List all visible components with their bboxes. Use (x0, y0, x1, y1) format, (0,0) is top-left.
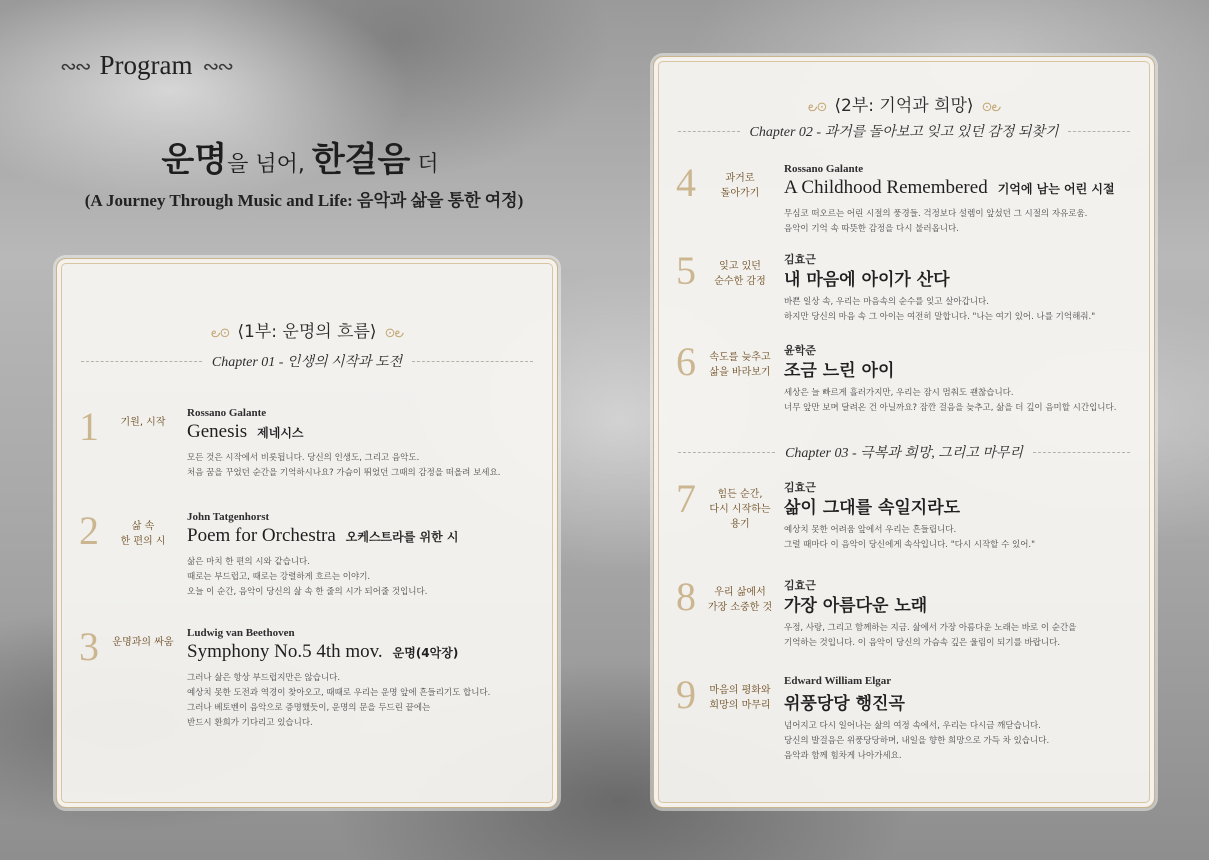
item-tag: 기원, 시작 (120, 417, 166, 428)
chapter-02-heading (654, 121, 1154, 141)
item-tag: 힘든 순간, 다시 시작하는 용기 (709, 489, 771, 530)
item-title-ko: 운명(4악장) (392, 646, 459, 660)
item-tag: 삶 속 한 편의 시 (120, 521, 166, 547)
item-tag: 마음의 평화와 희망의 마무리 (709, 685, 771, 711)
divider (81, 361, 202, 362)
item-description: 그러나 삶은 항상 부드럽지만은 않습니다. 예상치 못한 도전과 역경이 찾아오고, 때때로 우리는 운명 앞에 흔들리기도 합니다. 그러나 베토벤이 음악으로 증명했듯이, 운명의 문을 두드린 끝에는 반드시 환희가 기다리고 있습니다. (187, 673, 491, 728)
item-description: 우정, 사랑, 그리고 함께하는 지금. 삶에서 가장 아름다운 노래는 바로 이 순간을 기억하는 것입니다. 이 음악이 당신의 가슴속 깊은 울림이 되기를 바랍니다. (784, 623, 1077, 648)
item-description: 삶은 마치 한 편의 시와 같습니다. 때로는 부드럽고, 때로는 강렬하게 흐르는 이야기. 오늘 이 순간, 음악이 당신의 삶 속 한 줄의 시가 되어줄 것입니다. (187, 557, 428, 597)
ornament-right-icon: ⊙౿ (384, 326, 404, 341)
item-title-text: Symphony No.5 4th mov. (187, 641, 383, 662)
divider (1033, 452, 1130, 453)
item-title-text: A Childhood Remembered (784, 177, 988, 198)
part2-title-text: ⟨2부: 기억과 희망⟩ (834, 96, 974, 116)
title-part-fate: 운명 (161, 140, 228, 180)
program-item-9 (654, 672, 1154, 785)
item-number: 1 (79, 404, 99, 449)
program-item-2 (57, 508, 557, 621)
chapter-03-heading (654, 442, 1154, 462)
item-description: 모든 것은 시작에서 비롯됩니다. 당신의 인생도, 그리고 음악도. 처음 꿈을 꾸었던 순간을 기억하시나요? 가슴이 뛰었던 그때의 감정을 떠올려 보세요. (187, 453, 501, 478)
divider (678, 131, 740, 132)
item-title (187, 525, 458, 547)
chapter-01-heading (57, 351, 557, 371)
item-title: 내 마음에 아이가 산다 (784, 270, 950, 290)
item-title-ko: 제네시스 (257, 426, 304, 440)
item-number: 6 (676, 339, 696, 384)
part2-panel (653, 56, 1155, 808)
flourish-right-icon: ∾∾ (202, 53, 233, 78)
program-item-1 (57, 404, 557, 517)
item-title: 조금 느린 아이 (784, 361, 895, 381)
ornament-right-icon: ⊙౿ (981, 100, 1001, 115)
item-title-ko: 기억에 남는 어린 시절 (997, 182, 1115, 196)
concert-title (0, 132, 600, 181)
item-composer: Rossano Galante (187, 407, 267, 419)
divider (678, 452, 775, 453)
item-composer: Edward William Elgar (784, 675, 892, 687)
item-tag: 잊고 있던 순수한 감정 (714, 261, 766, 287)
title-part-more: 더 (410, 152, 439, 177)
item-composer: John Tatgenhorst (187, 511, 270, 523)
item-composer: 윤학준 (784, 345, 816, 357)
item-number: 5 (676, 248, 696, 293)
item-title: 위풍당당 행진곡 (784, 694, 905, 714)
part1-panel (56, 258, 558, 808)
item-number: 3 (79, 624, 99, 669)
program-title: Program (99, 50, 193, 80)
item-description: 넘어지고 다시 일어나는 삶의 여정 속에서, 우리는 다시금 깨닫습니다. 당신의 발걸음은 위풍당당하며, 내일을 향한 희망으로 가득 차 있습니다. 음악과 함께 힘차게 나아가세요. (784, 721, 1050, 761)
item-number: 2 (79, 508, 99, 553)
item-title (187, 641, 458, 663)
item-description: 세상은 늘 빠르게 흘러가지만, 우리는 잠시 멈춰도 괜찮습니다. 너무 앞만 보며 달려온 건 아닐까요? 잠깐 걸음을 늦추고, 삶을 더 깊이 음미할 시간입니다. (784, 388, 1117, 413)
concert-subtitle: (A Journey Through Music and Life: 음악과 삶을 통한 여정) (84, 191, 524, 210)
program-header (60, 50, 232, 81)
item-tag: 운명과의 싸움 (112, 637, 174, 648)
item-tag: 과거로 돌아가기 (720, 173, 760, 199)
item-tag: 속도를 늦추고 삶을 바라보기 (709, 352, 771, 378)
program-item-8 (654, 574, 1154, 687)
title-part-step: 한걸음 (311, 140, 411, 180)
item-title: 삶이 그대를 속일지라도 (784, 498, 961, 518)
ornament-left-icon: ౿⊙ (807, 100, 827, 115)
item-composer: 김효근 (784, 482, 816, 494)
ornament-left-icon: ౿⊙ (210, 326, 230, 341)
item-number: 4 (676, 160, 696, 205)
chapter-02-text: Chapter 02 - 과거를 돌아보고 잊고 있던 감정 되찾기 (749, 125, 1059, 140)
item-title-text: Poem for Orchestra (187, 525, 336, 546)
item-composer: Ludwig van Beethoven (187, 627, 295, 639)
program-item-3 (57, 624, 557, 737)
item-title (187, 421, 304, 443)
item-tag: 우리 삶에서 가장 소중한 것 (707, 587, 773, 613)
divider (412, 361, 533, 362)
item-title-ko: 오케스트라를 위한 시 (345, 530, 459, 544)
item-number: 7 (676, 476, 696, 521)
item-composer: 김효근 (784, 254, 816, 266)
item-description: 무심코 떠오르는 어린 시절의 풍경들. 걱정보다 설렘이 앞섰던 그 시절의 자유로움. 음악이 기억 속 따뜻한 감정을 다시 불러옵니다. (784, 209, 1088, 234)
item-composer: 김효근 (784, 580, 816, 592)
item-title (784, 177, 1115, 199)
item-title: 가장 아름다운 노래 (784, 596, 928, 616)
divider (1068, 131, 1130, 132)
item-number: 9 (676, 672, 696, 717)
program-item-7 (654, 476, 1154, 589)
item-description: 예상치 못한 어려움 앞에서 우리는 흔들립니다. 그럴 때마다 이 음악이 당신에게 속삭입니다. "다시 시작할 수 있어." (784, 525, 1036, 550)
chapter-01-text: Chapter 01 - 인생의 시작과 도전 (211, 355, 403, 370)
part1-title (57, 317, 557, 344)
title-part-beyond: 을 넘어, (227, 152, 312, 177)
program-item-6 (654, 339, 1154, 452)
item-title-text: Genesis (187, 421, 248, 442)
chapter-03-text: Chapter 03 - 극복과 희망, 그리고 마무리 (785, 446, 1023, 461)
flourish-left-icon: ∾∾ (60, 53, 90, 78)
part1-title-text: ⟨1부: 운명의 흐름⟩ (237, 322, 377, 342)
part2-title (654, 91, 1154, 118)
item-description: 바쁜 일상 속, 우리는 마음속의 순수를 잊고 살아갑니다. 하지만 당신의 마음 속 그 아이는 여전히 말합니다. "나는 여기 있어. 나를 기억해줘." (784, 297, 1096, 322)
item-number: 8 (676, 574, 696, 619)
item-composer: Rossano Galante (784, 163, 864, 175)
